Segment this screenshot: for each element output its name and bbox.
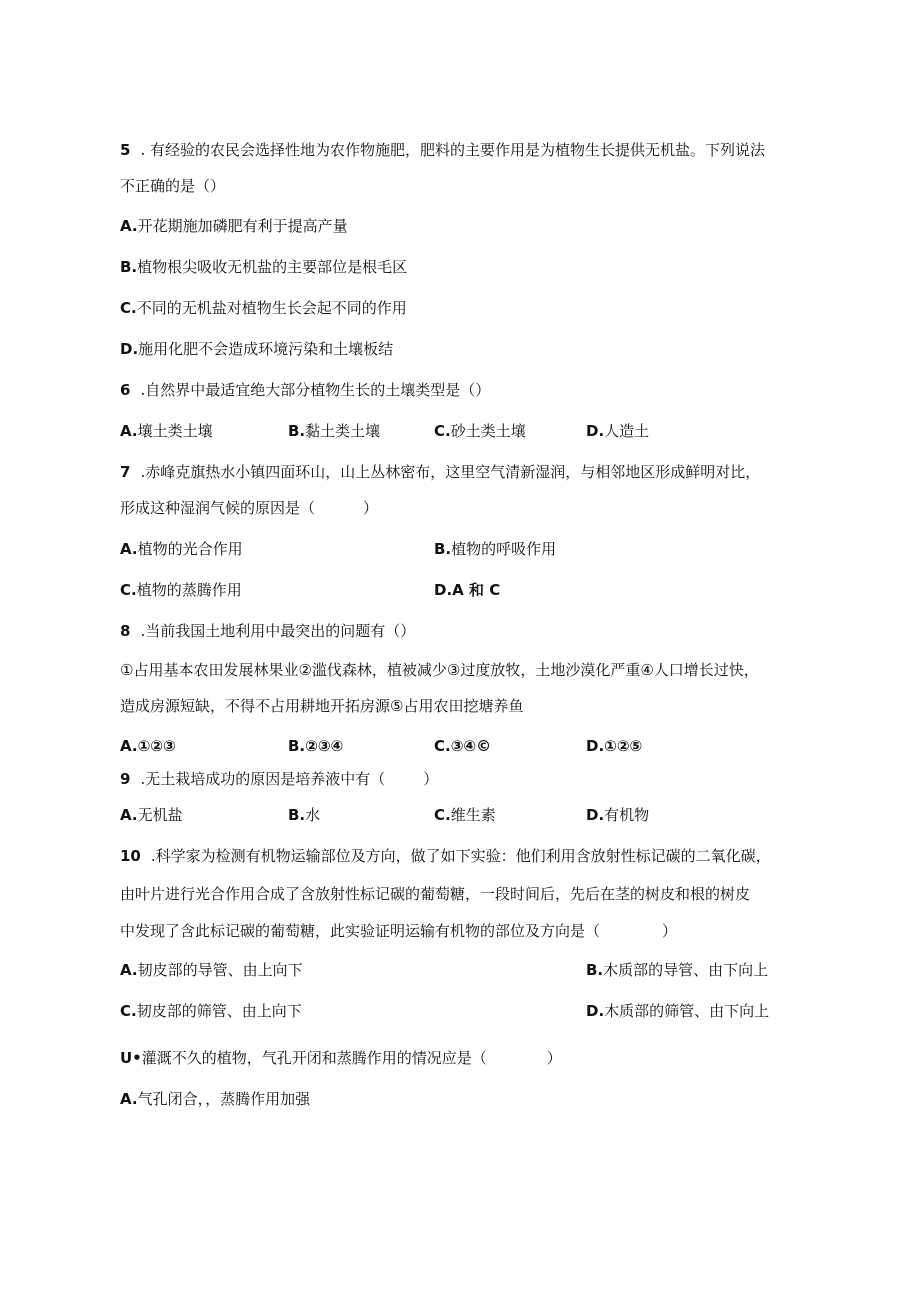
question-text: 不正确的是（） [120,177,226,195]
question-9-option-c [434,805,496,825]
question-text: .赤峰克旗热水小镇四面环山，山上丛林密布，这里空气清新湿润，与相邻地区形成鲜明对比， [140,463,761,481]
question-number: 7 [120,463,131,481]
option-text: 砂土类土壤 [450,422,526,440]
question-number: 9 [120,770,131,788]
question-6-option-b [288,421,380,441]
question-5-option-c [120,298,407,318]
option-letter: C. [434,422,451,440]
option-text: 维生素 [450,806,496,824]
question-11-option-a [120,1089,310,1109]
answer-bracket-close: ） [662,922,678,940]
question-text: 由叶片进行光合作用合成了含放射性标记碳的葡萄糖，一段时间后，先后在茎的树皮和根的树皮 [120,885,751,903]
question-6-option-a [120,421,213,441]
option-letter: A. [120,806,138,824]
question-9-stem [120,769,438,789]
option-letter: C. [120,1002,137,1020]
option-text: 无机盐 [137,806,183,824]
option-letter: C. [120,581,137,599]
option-letter: C. [434,737,451,755]
question-6-option-d [586,421,649,441]
question-8-statement-line2 [120,696,523,716]
question-10-stem-line1 [120,846,771,866]
question-number: 8 [120,622,131,640]
question-number: 6 [120,381,131,399]
question-text: 中发现了含此标记碳的葡萄糖，此实验证明运输有机物的部位及方向是（ [120,922,601,940]
question-8-option-b [288,736,343,756]
question-7-stem-line2 [120,498,378,518]
option-text: 木质部的筛管、由下向上 [604,1002,770,1020]
question-text: 灌溉不久的植物，气孔开闭和蒸腾作用的情况应是（ [141,1049,487,1067]
option-text: ①②③ [137,737,176,755]
option-letter: B. [434,540,452,558]
option-text: ①②⑤ [604,737,643,755]
option-letter: B. [288,422,306,440]
statement-text: 造成房源短缺，不得不占用耕地开拓房源⑤占用农田挖塘养鱼 [120,697,524,715]
option-text: 韧皮部的导管、由上向下 [137,961,303,979]
question-6-stem [120,380,490,400]
answer-bracket-close: ） [423,770,439,788]
option-letter: B. [586,961,604,979]
question-10-stem-line3 [120,921,677,941]
question-number: 10 [120,847,141,865]
question-5-stem-line2 [120,176,225,196]
option-text: 植物根尖吸收无机盐的主要部位是根毛区 [137,258,408,276]
option-letter: C. [120,299,137,317]
question-9-option-b [288,805,320,825]
question-text: .无土栽培成功的原因是培养液中有（ [140,770,386,788]
option-letter: A. [120,540,138,558]
question-5-option-a [120,216,348,236]
question-5-option-b [120,257,407,277]
question-7-stem-line1 [120,462,760,482]
question-10-option-a [120,960,303,980]
question-7-option-b [434,539,556,559]
option-text: 植物的光合作用 [137,540,243,558]
option-text: 人造土 [604,422,650,440]
question-text: .自然界中最适宜绝大部分植物生长的土壤类型是（） [140,381,491,399]
option-letter: A. [120,737,138,755]
option-text: 水 [305,806,321,824]
question-8-option-a [120,736,176,756]
option-letter: D. [586,1002,605,1020]
question-9-option-d [586,805,649,825]
option-letter: B. [288,806,306,824]
option-text: 施用化肥不会造成环境污染和土壤板结 [138,340,394,358]
question-8-option-c [434,736,491,756]
question-5-stem-line1 [120,140,765,160]
option-letter: D. [586,422,605,440]
option-letter: A. [120,1090,138,1108]
option-letter: D. [120,340,139,358]
question-11-stem [120,1048,562,1068]
question-text: .当前我国土地利用中最突出的问题有（） [140,622,416,640]
option-text: 植物的呼吸作用 [451,540,557,558]
question-6-option-c [434,421,526,441]
option-text: ②③④ [305,737,344,755]
question-5-option-d [120,339,393,359]
option-text: 黏土类土壤 [305,422,381,440]
question-7-option-d [434,580,500,600]
question-10-stem-line2 [120,884,750,904]
question-8-option-d [586,736,642,756]
statement-text: ①占用基本农田发展林果业②滥伐森林，植被减少③过度放牧，土地沙漠化严重④人口增长过快， [120,661,759,679]
option-letter: A. [120,217,138,235]
option-letter: B. [120,258,138,276]
option-text: 气孔闭合，，蒸腾作用加强 [137,1090,311,1108]
option-text: 有机物 [604,806,650,824]
option-letter: A. [120,422,138,440]
question-text: 形成这种湿润气候的原因是（ [120,499,316,517]
question-10-option-c [120,1001,302,1021]
option-letter: B. [288,737,306,755]
question-7-option-a [120,539,243,559]
question-text: .科学家为检测有机物运输部位及方向，做了如下实验：他们利用含放射性标记碳的二氧化碳， [150,847,771,865]
question-number: U• [120,1049,142,1067]
option-text: 植物的蒸腾作用 [136,581,242,599]
option-text: 不同的无机盐对植物生长会起不同的作用 [136,299,407,317]
answer-bracket-close: ） [363,499,379,517]
option-text: ③④© [450,737,492,755]
question-9-option-a [120,805,183,825]
option-letter: C. [434,806,451,824]
question-number: 5 [120,141,131,159]
option-text: 壤土类土壤 [137,422,213,440]
question-10-option-d [586,1001,769,1021]
option-text: 开花期施加磷肥有利于提高产量 [137,217,348,235]
question-text: . 有经验的农民会选择性地为农作物施肥，肥料的主要作用是为植物生长提供无机盐。下列说法 [140,141,765,159]
answer-bracket-close: ） [546,1049,562,1067]
question-8-stem [120,621,415,641]
question-7-option-c [120,580,242,600]
option-letter: D. [586,806,605,824]
option-letter: A. [120,961,138,979]
question-8-statement-line1 [120,660,759,680]
option-text: 木质部的导管、由下向上 [603,961,769,979]
option-text: A 和 C [452,581,501,599]
option-text: 韧皮部的筛管、由上向下 [136,1002,302,1020]
option-letter: D. [586,737,605,755]
question-10-option-b [586,960,768,980]
option-letter: D. [434,581,453,599]
